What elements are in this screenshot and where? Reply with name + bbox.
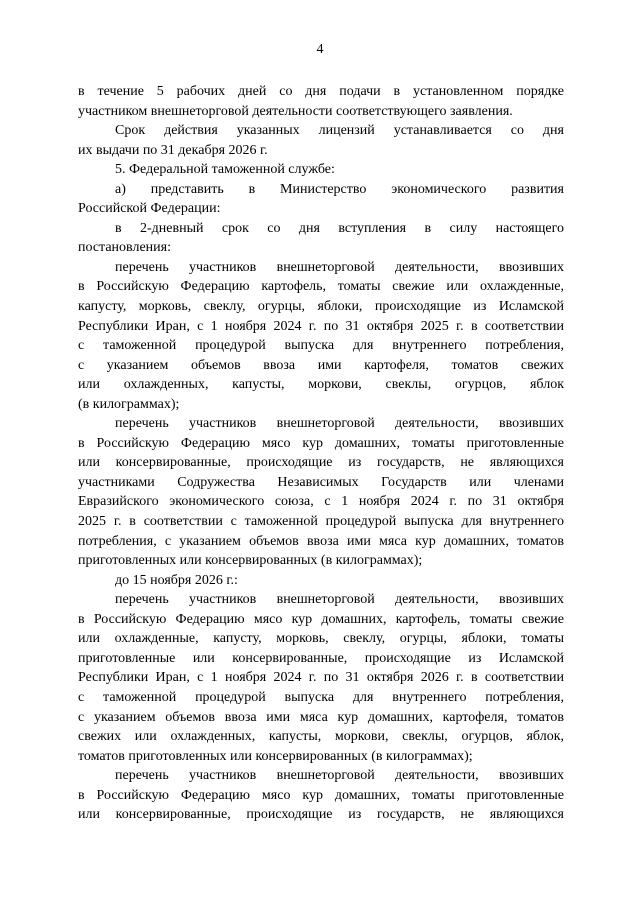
text-line: томатов приготовленных или консервированных (в килограммах);: [78, 748, 473, 764]
text-line: Российской Федерации:: [78, 201, 221, 217]
text-line: постановления:: [78, 240, 171, 256]
text-line: перечень участников внешнеторговой деятельности, ввозивших: [115, 259, 564, 275]
text-line: перечень участников внешнеторговой деятельности, ввозивших: [115, 592, 564, 608]
text-line: 2025 г. в соответствии с таможенной процедурой выпуска для внутреннего: [78, 514, 564, 530]
text-line: перечень участников внешнеторговой деятельности, ввозивших: [115, 416, 564, 432]
text-line: в Российскую Федерацию мясо кур домашних, томаты приготовленные: [78, 435, 564, 451]
text-line: свежих или охлажденных, капусты, моркови, свеклы, огурцов, яблок,: [78, 729, 564, 745]
text-line: с указанием объемов ввоза ими мяса кур домашних, картофеля, томатов: [78, 709, 564, 725]
text-line: Евразийского экономического союза, с 1 ноября 2024 г. по 31 октября: [78, 494, 564, 510]
text-line: в течение 5 рабочих дней со дня подачи в установленном порядке: [78, 84, 564, 99]
text-line: в Российскую Федерацию картофель, томаты свежие или охлажденные,: [78, 279, 564, 295]
text-line: участниками Содружества Независимых Государств или членами: [78, 474, 564, 490]
document-body: [78, 82, 564, 825]
text-line: Республики Иран, с 1 ноября 2024 г. по 31 октября 2025 г. в соответствии: [78, 318, 564, 334]
text-line: Республики Иран, с 1 ноября 2024 г. по 31 октября 2026 г. в соответствии: [78, 670, 564, 686]
text-line: а) представить в Министерство экономического развития: [115, 181, 564, 197]
text-line: участником внешнеторговой деятельности соответствующего заявления.: [78, 103, 513, 119]
text-line: или охлажденных, капусты, моркови, свеклы, огурцов, яблок: [78, 377, 564, 393]
text-line: капусту, морковь, свеклу, огурцы, яблоки, происходящие из Исламской: [78, 299, 564, 315]
text-line: с таможенной процедурой выпуска для внутреннего потребления,: [78, 338, 564, 354]
text-line: до 15 ноября 2026 г.:: [115, 572, 238, 588]
text-line: их выдачи по 31 декабря 2026 г.: [78, 142, 268, 158]
text-line: Срок действия указанных лицензий устанавливается со дня: [115, 123, 564, 139]
text-line: или консервированные, происходящие из государств, не являющихся: [78, 455, 564, 471]
text-line: в Российскую Федерацию мясо кур домашних, томаты приготовленные: [78, 787, 564, 803]
text-line: потребления, с указанием объемов ввоза ими мяса кур домашних, томатов: [78, 533, 564, 549]
text-line: в Российскую Федерацию мясо кур домашних, картофель, томаты свежие: [78, 611, 564, 627]
text-line: 5. Федеральной таможенной службе:: [115, 162, 335, 178]
text-line: приготовленных или консервированных (в килограммах);: [78, 553, 423, 569]
text-line: с таможенной процедурой выпуска для внутреннего потребления,: [78, 689, 564, 705]
text-line: приготовленные или консервированные, происходящие из Исламской: [78, 650, 564, 666]
text-line: перечень участников внешнеторговой деятельности, ввозивших: [115, 768, 564, 784]
text-line: или консервированные, происходящие из государств, не являющихся: [78, 807, 564, 823]
text-line: с указанием объемов ввоза ими картофеля, томатов свежих: [78, 357, 564, 373]
text-line: в 2-дневный срок со дня вступления в силу настоящего: [115, 220, 564, 236]
text-line: или охлажденные, капусту, морковь, свеклу, огурцы, яблоки, томаты: [78, 631, 564, 647]
text-line: (в килограммах);: [78, 396, 180, 412]
page-number: 4: [316, 42, 324, 57]
